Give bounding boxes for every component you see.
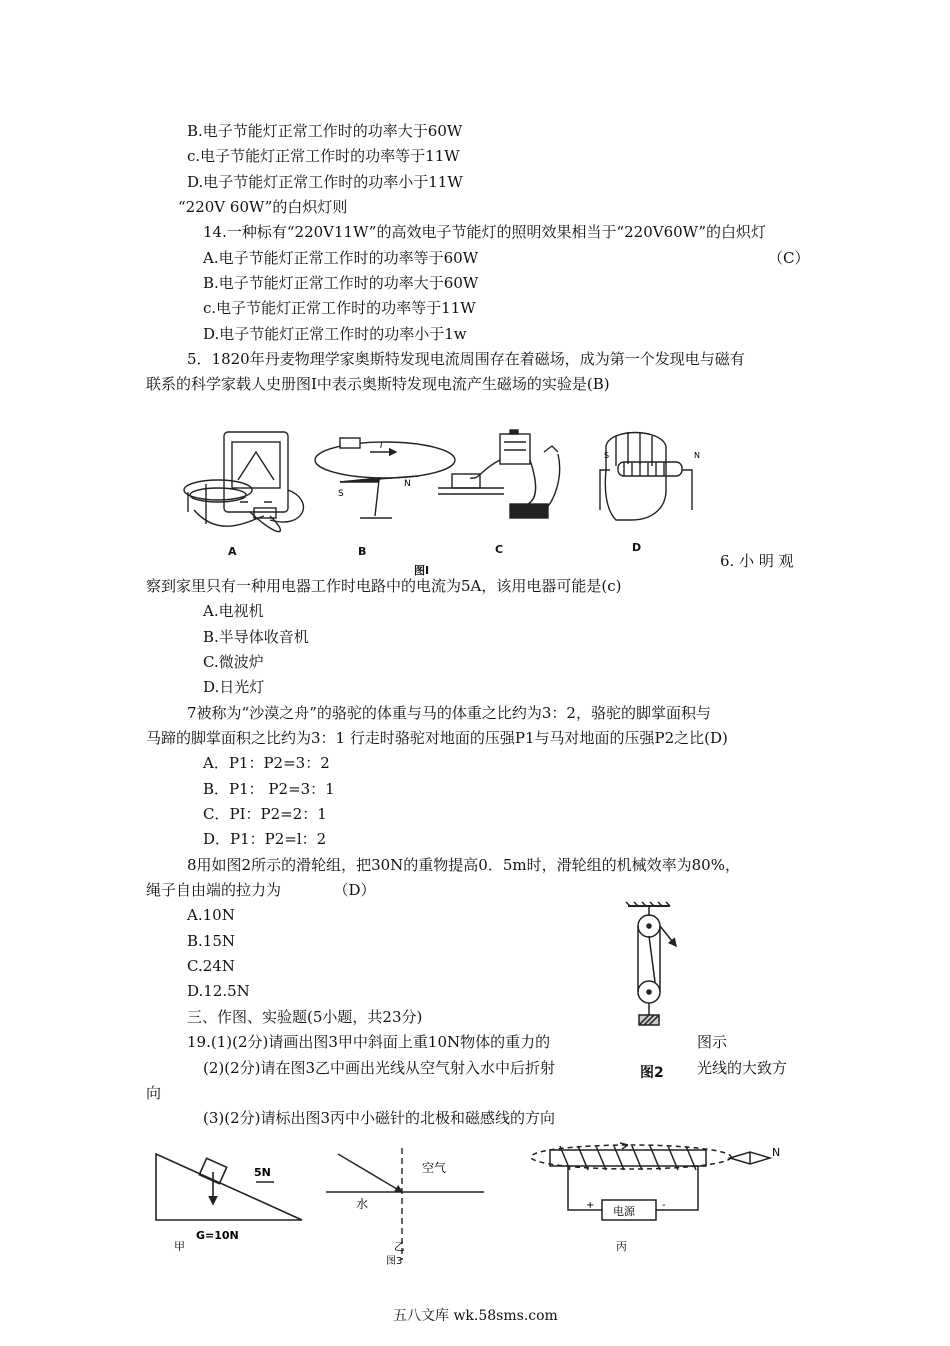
q6-option-d: D.日光灯 — [203, 678, 265, 696]
question-19-1: 19.(1)(2分)请画出图3甲中斜面上重10N物体的重力的 — [187, 1033, 551, 1051]
fig3-water-label: 水 — [356, 1197, 369, 1211]
q8-option-a: A.10N — [187, 906, 235, 924]
fig1-b-s-label: S — [338, 489, 344, 499]
question-19-2-wrap: 向 — [146, 1084, 162, 1102]
q8-option-d: D.12.5N — [187, 982, 250, 1000]
fig3-yi-refraction — [326, 1148, 484, 1260]
fig1-b-current-label: I — [380, 441, 383, 451]
question-7-line1: 7被称为“沙漠之舟”的骆驼的体重与马的体重之比约为3：2，骆驼的脚掌面积与 — [187, 704, 711, 722]
fig3-needle-n-label: N — [772, 1146, 781, 1159]
q14-option-c: c.电子节能灯正常工作时的功率等于11W — [203, 299, 476, 317]
fig3-power-label: 电源 — [613, 1205, 635, 1218]
fig1-label-b: B — [358, 545, 367, 558]
fig3-bing-label: 丙 — [616, 1240, 627, 1253]
question-5-line1: 5．1820年丹麦物理学家奥斯特发现电流周围存在着磁场，成为第一个发现电与磁有 — [187, 350, 745, 368]
fig3-minus-label: - — [662, 1200, 666, 1211]
question-8-line2: 绳子自由端的拉力为 （D） — [146, 881, 376, 899]
q14-option-b: B.电子节能灯正常工作时的功率大于60W — [203, 274, 479, 292]
fig3-jia-label: 甲 — [174, 1240, 185, 1253]
q7-option-c: C．PI：P2=2：1 — [203, 805, 327, 823]
fig1-b-n-label: N — [404, 479, 411, 489]
fig3-plus-label: + — [586, 1200, 595, 1211]
fig3-jia-incline — [156, 1154, 302, 1220]
fig3-weight-label: G=10N — [196, 1229, 239, 1242]
q8-option-b: B.15N — [187, 932, 236, 950]
q8-option-c: C.24N — [187, 957, 235, 975]
fig1-b-wire-over-needle — [315, 438, 455, 518]
q6-option-c: C.微波炉 — [203, 653, 264, 671]
question-19-1-end: 图示 — [697, 1033, 728, 1051]
line-220v: “220V 60W”的白炽灯则 — [178, 198, 348, 216]
figure-1 — [180, 420, 720, 580]
fig1-a-galvanometer-setup — [184, 432, 303, 532]
q6-option-b: B.半导体收音机 — [203, 628, 309, 646]
fig3-yi-label: 乙 — [394, 1240, 405, 1253]
fig1-d-n-label: N — [694, 451, 700, 460]
question-5-line2: 联系的科学家载人史册图Ⅰ中表示奥斯特发现电流产生磁场的实验是(B) — [146, 375, 610, 393]
fig1-d-s-label: S — [604, 451, 610, 460]
q14-option-d: D.电子节能灯正常工作时的功率小于1w — [203, 325, 467, 343]
question-6-line2: 察到家里只有一种用电器工作时电路中的电流为5A，该用电器可能是(c) — [146, 577, 622, 595]
fig1-caption: 图Ⅰ — [414, 564, 430, 577]
fig1-c-battery-circuit — [438, 430, 560, 518]
fig3-air-label: 空气 — [422, 1161, 447, 1175]
question-8-line1: 8用如图2所示的滑轮组，把30N的重物提高0．5m时，滑轮组的机械效率为80%， — [187, 856, 740, 874]
q6-option-a: A.电视机 — [203, 602, 264, 620]
question-14: 14.一种标有“220V11W”的高效电子节能灯的照明效果相当于“220V60W”的白炽灯 — [203, 223, 767, 241]
page-footer: 五八文库 wk.58sms.com — [393, 1308, 558, 1324]
figure-3 — [150, 1142, 810, 1272]
line-d: D.电子节能灯正常工作时的功率小于11W — [187, 173, 463, 191]
question-19-2-end: 光线的大致方 — [697, 1059, 788, 1077]
q7-option-d: D．P1：P2=l：2 — [203, 830, 327, 848]
fig3-bing-solenoid — [531, 1143, 770, 1220]
q7-option-a: A．P1：P2=3：2 — [203, 754, 330, 772]
fig3-caption: 图3 — [386, 1256, 403, 1267]
fig1-label-a: A — [228, 545, 237, 558]
q14-answer: （C） — [768, 249, 810, 267]
question-6-start: 6. 小 明 观 — [720, 552, 794, 570]
line-b: B.电子节能灯正常工作时的功率大于60W — [187, 122, 463, 140]
q14-option-a: A.电子节能灯正常工作时的功率等于60W — [203, 249, 479, 267]
question-19-3: (3)(2分)请标出图3丙中小磁针的北极和磁感线的方向 — [203, 1109, 556, 1127]
fig1-d-hand-solenoid — [600, 432, 692, 520]
question-19-2: (2)(2分)请在图3乙中画出光线从空气射入水中后折射 — [203, 1059, 556, 1077]
fig3-scale-label: 5N — [254, 1166, 271, 1179]
line-c: c.电子节能灯正常工作时的功率等于11W — [187, 147, 460, 165]
fig2-caption: 图2 — [640, 1065, 664, 1081]
q7-option-b: B．P1： P2=3：1 — [203, 780, 335, 798]
section-3-heading: 三、作图、实验题(5小题，共23分) — [187, 1008, 423, 1026]
question-7-line2: 马蹄的脚掌面积之比约为3：1 行走时骆驼对地面的压强P1与马对地面的压强P2之比(D) — [146, 729, 728, 747]
fig1-label-d: D — [632, 541, 642, 554]
fig1-label-c: C — [495, 543, 504, 556]
figure-2-pulley — [620, 900, 680, 1045]
